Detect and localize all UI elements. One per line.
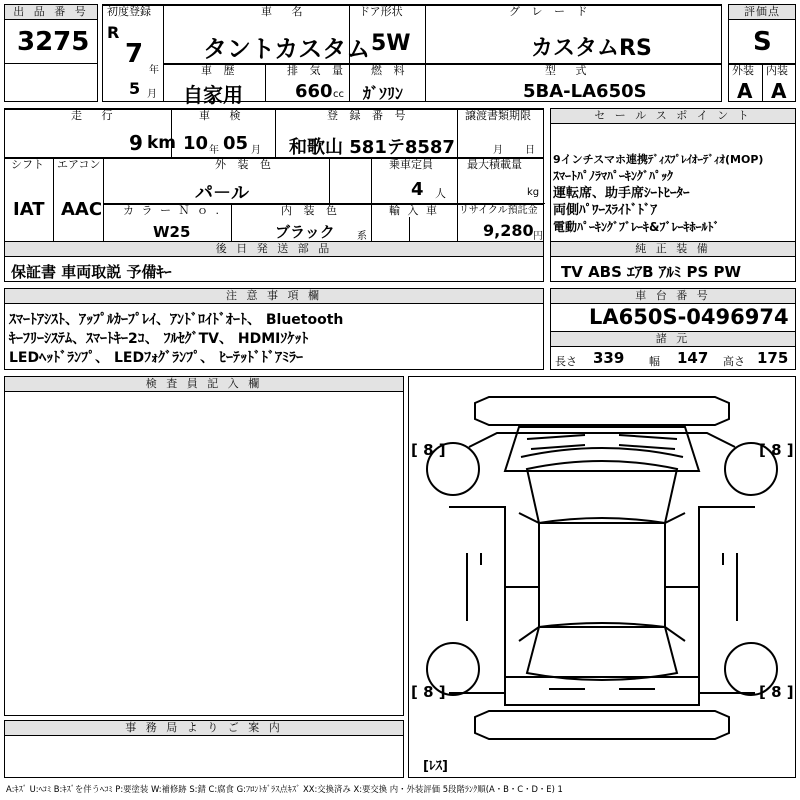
notes-box [4, 288, 544, 370]
car-name: タントカスタム [203, 35, 371, 63]
plate-number: 和歌山 581テ8587 [289, 137, 455, 158]
import-label: 輸 入 車 [389, 204, 439, 217]
equipment: TV ABS ｴｱB ｱﾙﾐ PS PW [561, 263, 742, 281]
note-line-2: ｷｰﾌﾘｰｼｽﾃﾑ、ｽﾏｰﾄｷｰ2ｺ、 ﾌﾙｾｸﾞTV、 HDMIｿｹｯﾄ [9, 331, 309, 347]
grade: カスタムRS [531, 36, 652, 61]
height: 175 [757, 349, 789, 367]
sales-point-1: 9インチスマホ連携ﾃﾞｨｽﾌﾟﾚｲｵｰﾃﾞｨｵ(MOP) [553, 153, 764, 166]
shift: IAT [13, 199, 45, 220]
mileage: 9 [129, 131, 143, 155]
model-label: 型 式 [545, 64, 595, 77]
lot-number-box [4, 4, 98, 102]
width: 147 [677, 349, 709, 367]
reg-month-unit: 月 [147, 89, 157, 100]
aircon: AAC [61, 199, 103, 220]
int-color: ブラック [275, 223, 335, 241]
reg-year: 7 [125, 39, 144, 69]
tread-rear-right: [ 8 ] [759, 683, 794, 701]
interior-label: 内装 [766, 64, 788, 77]
length-label: 長さ [555, 355, 577, 368]
transfer-month-unit: 月 [493, 145, 503, 156]
notes-label: 注 意 事 項 欄 [5, 289, 543, 304]
score: S [753, 27, 772, 57]
capacity: 4 [411, 179, 424, 200]
office-label: 事 務 局 よ り ご 案 内 [5, 721, 403, 736]
note-line-3: LEDﾍｯﾄﾞﾗﾝﾌﾟ、 LEDﾌｫｸﾞﾗﾝﾌﾟ、 ﾋｰﾃｯﾄﾞﾄﾞｱﾐﾗｰ [9, 350, 303, 366]
recycle-unit: 円 [533, 231, 543, 242]
int-color-label: 内 装 色 [281, 204, 341, 217]
office-box [4, 720, 404, 778]
door-type: 5W [371, 31, 411, 56]
spare-tire: [ﾚｽ] [423, 759, 448, 774]
tread-front-left: [ 8 ] [411, 441, 446, 459]
inspection-year-unit: 年 [209, 145, 219, 156]
recycle-label: リサイクル預託金 [459, 205, 538, 216]
plate-label: 登 録 番 号 [327, 109, 410, 122]
car-diagram-box [408, 376, 796, 778]
history-label: 車 歴 [201, 64, 239, 77]
door-label: ドア形状 [359, 5, 403, 18]
inspection-month: 05 [223, 133, 249, 154]
lot-number-label: 出 品 番 号 [5, 5, 97, 20]
int-color-suffix: 系 [357, 231, 367, 242]
sales-points-label: セ ー ル ス ポ イ ン ト [551, 109, 795, 124]
later-parts-label: 後 日 発 送 部 品 [5, 242, 543, 257]
height-label: 高さ [723, 355, 745, 368]
recycle-fee: 9,280 [483, 221, 534, 240]
exterior-grade: A [737, 79, 753, 103]
inspection-label: 車 検 [199, 109, 249, 122]
displacement-label: 排 気 量 [287, 64, 347, 77]
ext-color-label: 外 装 色 [215, 158, 275, 171]
ext-color: パ－ル [195, 183, 249, 204]
displacement-unit: cc [333, 89, 344, 100]
load-unit: kg [527, 187, 540, 198]
reg-year-unit: 年 [149, 65, 159, 76]
fuel: ｶﾞｿﾘﾝ [363, 84, 404, 103]
chassis-number: LA650S-0496974 [589, 305, 789, 329]
reg-era: R [107, 23, 120, 42]
score-label: 評価点 [729, 5, 795, 20]
chassis-label: 車 台 番 号 [551, 289, 795, 304]
sales-point-3: 運転席、助手席ｼｰﾄﾋｰﾀｰ [553, 186, 690, 201]
specs-box [4, 108, 544, 282]
exterior-label: 外装 [732, 64, 754, 77]
load-label: 最大積載量 [467, 158, 522, 171]
first-reg-label: 初度登録 [107, 5, 151, 18]
vehicle-header-box [102, 4, 722, 107]
aircon-label: エアコン [57, 158, 101, 171]
tread-rear-left: [ 8 ] [411, 683, 446, 701]
interior-grade: A [771, 79, 787, 103]
mileage-label: 走 行 [71, 109, 121, 122]
capacity-label: 乗車定員 [389, 158, 433, 171]
transfer-label: 譲渡書類期限 [465, 109, 531, 122]
chassis-box [550, 288, 796, 370]
color-no: W25 [153, 223, 191, 241]
sales-point-5: 電動ﾊﾟｰｷﾝｸﾞﾌﾞﾚｰｷ&ﾌﾞﾚｰｷﾎｰﾙﾄﾞ [553, 220, 720, 234]
model: 5BA-LA650S [523, 81, 647, 102]
transfer-day-unit: 日 [525, 145, 535, 156]
inspection-month-unit: 月 [251, 145, 261, 156]
shift-label: シフト [11, 158, 44, 171]
reg-month: 5 [129, 79, 141, 98]
sales-points-box [550, 108, 796, 282]
fuel-label: 燃 料 [371, 64, 409, 77]
later-parts: 保証書 車両取説 予備ｷｰ [11, 263, 172, 281]
color-no-label: カ ラ ー Ｎ ｏ . [123, 204, 221, 217]
history: 自家用 [183, 83, 243, 107]
sales-point-4: 両側ﾊﾟﾜｰｽﾗｲﾄﾞﾄﾞｱ [553, 203, 658, 218]
lot-number: 3275 [17, 27, 90, 57]
score-box [728, 4, 796, 102]
width-label: 幅 [649, 355, 660, 368]
length: 339 [593, 349, 625, 367]
car-name-label: 車 名 [261, 5, 311, 18]
grade-label: グ レ ー ド [509, 5, 592, 18]
inspector-label: 検 査 員 記 入 欄 [5, 377, 403, 392]
legend: A:ｷｽﾞ U:ﾍｺﾐ B:ｷｽﾞを伴うﾍｺﾐ P:要塗装 W:補修跡 S:錆 C:腐食 G:ﾌﾛﾝﾄｶﾞﾗｽ点ｷｽﾞ XX:交換済み X:要交換 内・外装評価 5段階ﾗﾝｸ順(A・B・C・D・E) 1 [6, 784, 563, 794]
displacement: 660 [295, 81, 333, 102]
capacity-unit: 人 [435, 187, 446, 200]
note-line-1: ｽﾏｰﾄｱｼｽﾄ、ｱｯﾌﾟﾙｶｰﾌﾟﾚｲ、ｱﾝﾄﾞﾛｲﾄﾞｵｰﾄ、 Bluetooth [9, 312, 344, 328]
mileage-unit: km [147, 133, 177, 153]
tread-front-right: [ 8 ] [759, 441, 794, 459]
inspector-box [4, 376, 404, 716]
dimensions-label: 諸 元 [551, 332, 795, 347]
car-diagram [409, 377, 795, 777]
inspection-year: 10 [183, 133, 209, 154]
sales-point-2: ｽﾏｰﾄﾊﾟﾉﾗﾏﾊﾟｰｷﾝｸﾞﾊﾟｯｸ [553, 169, 674, 183]
equipment-label: 純 正 装 備 [551, 242, 795, 257]
